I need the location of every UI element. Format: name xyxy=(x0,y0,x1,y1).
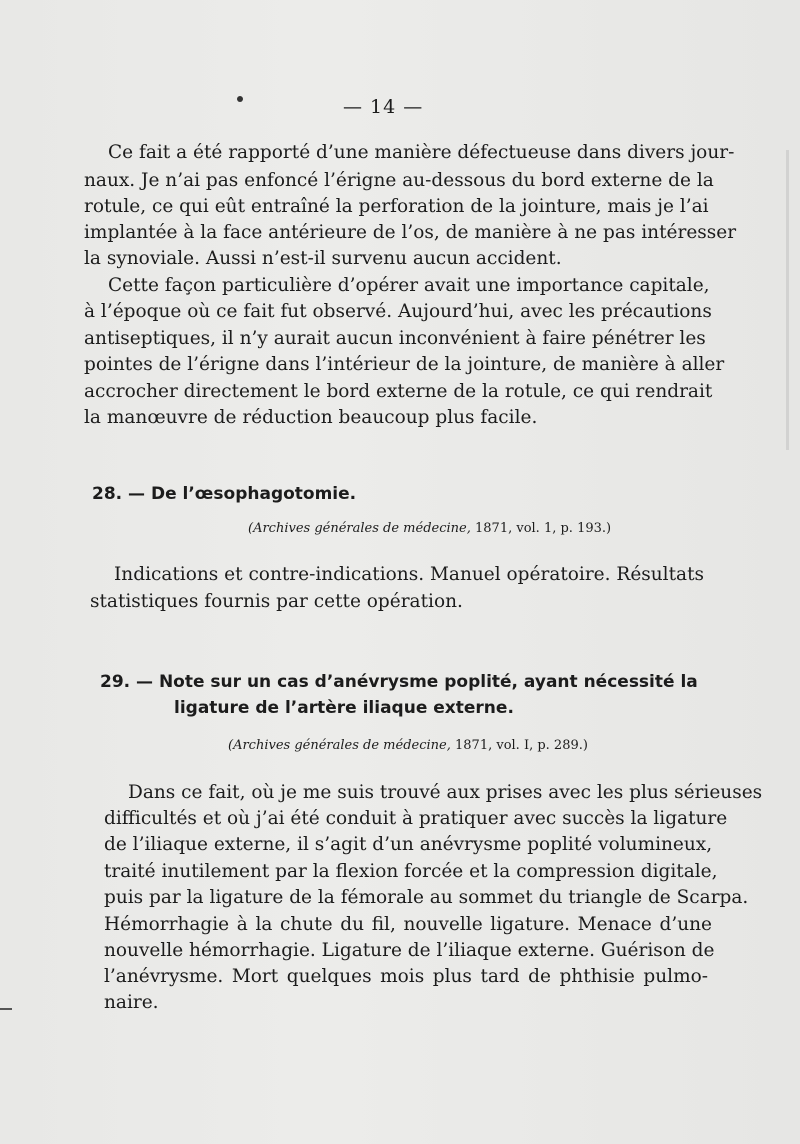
paragraph2-line: accrocher directement le bord externe de la rotule, ce qui rendrait xyxy=(84,381,713,402)
page-number: — 14 — xyxy=(343,96,424,118)
paragraph2-line: la manœuvre de réduction beaucoup plus facile. xyxy=(84,407,538,428)
section-29-line: nouvelle hémorrhagie. Ligature de l’iliaque externe. Guérison de xyxy=(104,940,715,961)
section-28-heading: 28. — De l’œsophagotomie. xyxy=(92,484,357,504)
citation-details: 1871, vol. I, p. 289.) xyxy=(455,738,588,753)
section-28-line: statistiques fournis par cette opération. xyxy=(90,591,463,612)
citation-journal: (Archives générales de médecine, xyxy=(228,738,451,753)
section-29-line: Hémorrhagie à la chute du fil, nouvelle ligature. Menace d’une xyxy=(104,914,712,935)
section-29-heading: 29. — Note sur un cas d’anévrysme poplité, ayant nécessité la xyxy=(100,672,698,692)
paragraph1-line: naux. Je n’ai pas enfoncé l’érigne au-dessous du bord externe de la xyxy=(84,170,714,191)
paragraph1-line: rotule, ce qui eût entraîné la perforation de la jointure, mais je l’ai xyxy=(84,196,709,217)
paragraph2-line: Cette façon particulière d’opérer avait une importance capitale, xyxy=(108,275,710,296)
section-29-line: de l’iliaque externe, il s’agit d’un anévrysme poplité volumineux, xyxy=(104,834,713,855)
section-29-heading-continued: ligature de l’artère iliaque externe. xyxy=(174,698,514,718)
paragraph2-line: pointes de l’érigne dans l’intérieur de la jointure, de manière à aller xyxy=(84,354,725,375)
section-28-line: Indications et contre-indications. Manuel opératoire. Résultats xyxy=(114,564,704,585)
paragraph2-line: à l’époque où ce fait fut observé. Aujourd’hui, avec les précautions xyxy=(84,301,712,322)
paragraph1-line: implantée à la face antérieure de l’os, de manière à ne pas intéresser xyxy=(84,222,737,243)
section-29-line: traité inutilement par la flexion forcée et la compression digitale, xyxy=(104,861,718,882)
section-29-line: naire. xyxy=(104,992,159,1013)
section-29-line: l’anévrysme. Mort quelques mois plus tard de phthisie pulmo- xyxy=(104,966,708,987)
section-29-line: difficultés et où j’ai été conduit à pratiquer avec succès la ligature xyxy=(104,808,728,829)
paragraph2-line: antiseptiques, il n’y aurait aucun inconvénient à faire pénétrer les xyxy=(84,328,706,349)
margin-mark xyxy=(0,1008,12,1010)
section-29-line: Dans ce fait, où je me suis trouvé aux prises avec les plus sérieuses xyxy=(128,782,763,803)
section-29-line: puis par la ligature de la fémorale au sommet du triangle de Scarpa. xyxy=(104,887,749,908)
paragraph1-line: Ce fait a été rapporté d’une manière défectueuse dans divers jour- xyxy=(108,142,735,163)
citation-journal: (Archives générales de médecine, xyxy=(248,521,471,536)
paragraph1-line: la synoviale. Aussi n’est-il survenu aucun accident. xyxy=(84,248,562,269)
ink-dot xyxy=(237,96,243,102)
section-29-citation xyxy=(228,738,588,753)
section-28-citation xyxy=(248,521,611,536)
citation-details: 1871, vol. 1, p. 193.) xyxy=(475,521,612,536)
paper-edge-shadow xyxy=(786,150,789,450)
